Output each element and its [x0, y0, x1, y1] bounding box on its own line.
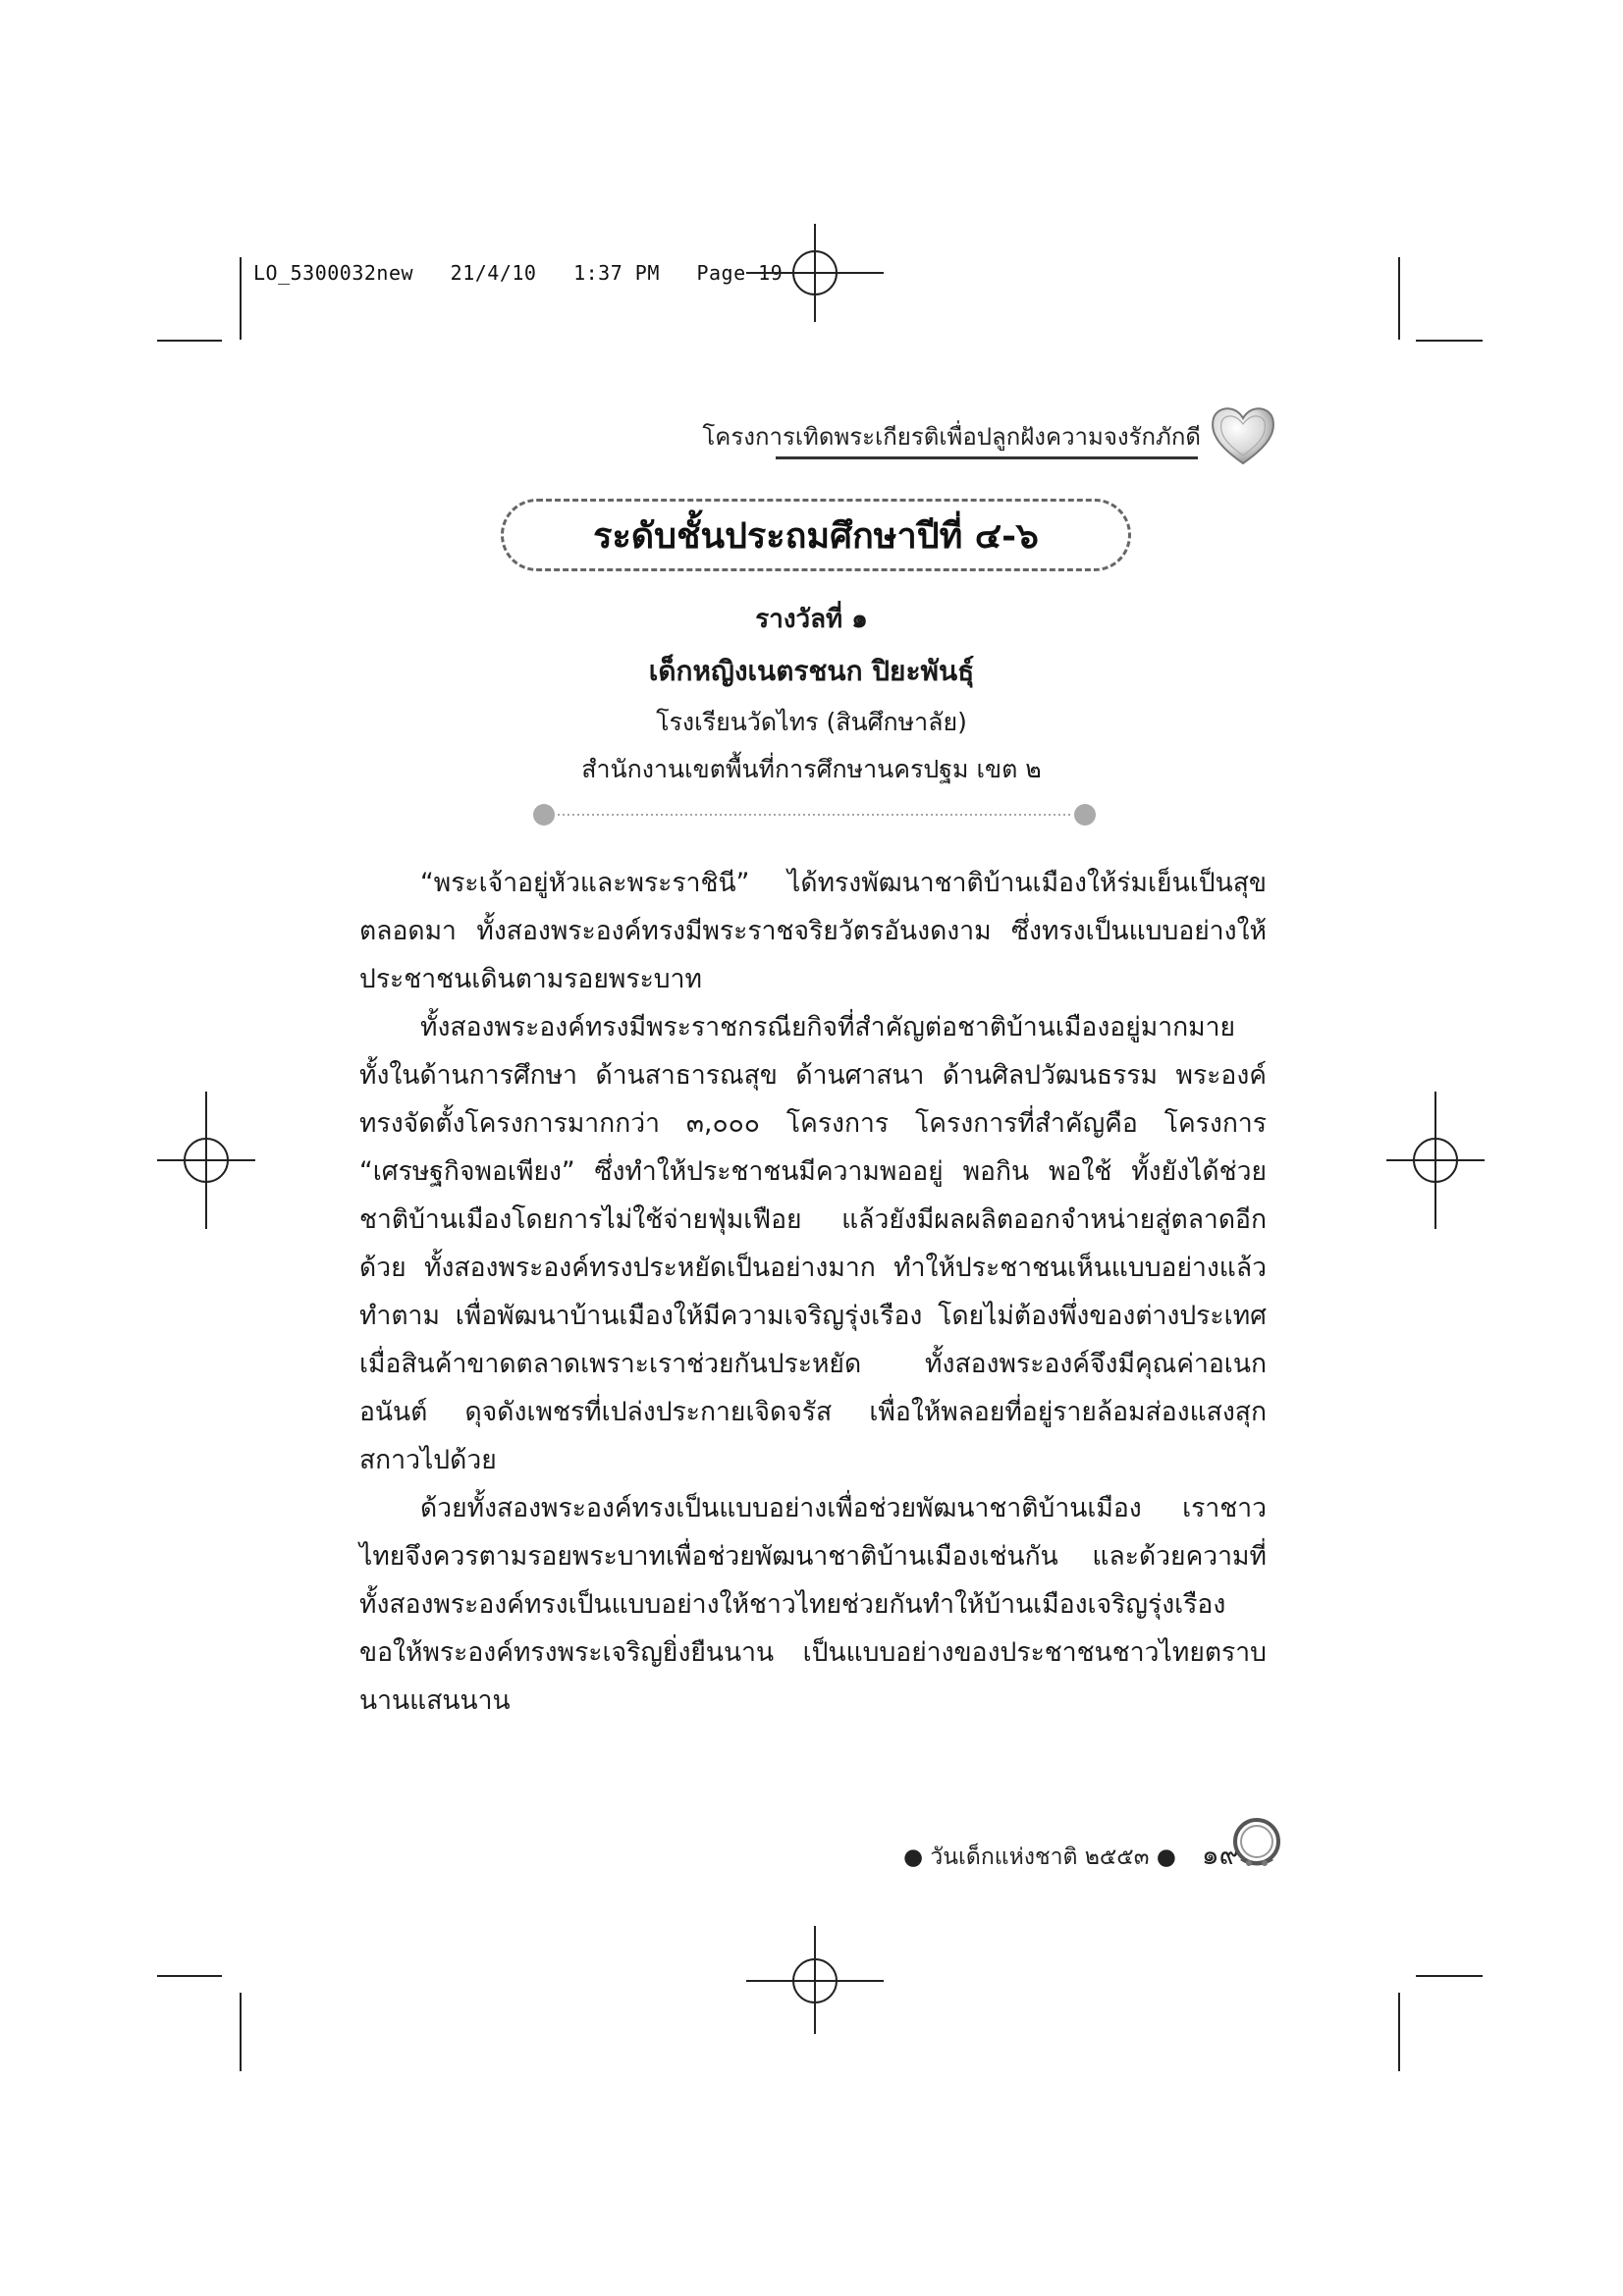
level-banner [501, 499, 1131, 571]
award-winner-name: เด็กหญิงเนตรชนก ปิยะพันธุ์ [648, 655, 975, 687]
award-school: โรงเรียนวัดไทร (สินศึกษาลัย) [656, 708, 967, 736]
page-number: ๑๙ [1201, 1839, 1240, 1871]
award-rank: รางวัลที่ ๑ [755, 605, 868, 634]
crop-mark-top-left-horizontal [157, 340, 222, 342]
running-header-rule [776, 456, 1198, 459]
page-footer [903, 1834, 1239, 1877]
registration-mark-right [1386, 1092, 1485, 1229]
registration-mark-top [746, 224, 884, 322]
printer-slug: LO_5300032new 21/4/10 1:37 PM Page 19 [253, 261, 784, 285]
level-banner-text: ระดับชั้นประถมศึกษาปีที่ ๔-๖ [593, 514, 1039, 557]
essay-paragraph-3: ด้วยทั้งสองพระองค์ทรงเป็นแบบอย่างเพื่อช่วยพัฒนาชาติบ้านเมือง เราชาวไทยจึงควรตามรอยพระบาทเพื่อช่วยพัฒนาชาติบ้านเมืองเช่นกัน และด้วยความที่ทั้งสองพระองค์ทรงเป็นแบบอย่างให้ชาวไทยช่วยกันทำให้บ้านเมืองเจริญรุ่งเรือง ขอให้พระองค์ทรงพระเจริญยิ่งยืนนาน เป็นแบบอย่างของประชาชนชาวไทยตราบนานแสนนาน [359, 1493, 1267, 1716]
dotted-divider [532, 803, 1097, 827]
essay-paragraph-2: ทั้งสองพระองค์ทรงมีพระราชกรณียกิจที่สำคัญต่อชาติบ้านเมืองอยู่มากมาย ทั้งในด้านการศึกษา ด้านสาธารณสุข ด้านศาสนา ด้านศิลปวัฒนธรรม พระองค์ทรงจัดตั้งโครงการมากกว่า ๓,๐๐๐ โครงการ โครงการที่สำคัญคือ โครงการ “เศรษฐกิจพอเพียง” ซึ่งทำให้ประชาชนมีความพออยู่ พอกิน พอใช้ ทั้งยังได้ช่วยชาติบ้านเมืองโดยการไม่ใช้จ่ายฟุ่มเฟือย แล้วยังมีผลผลิตออกจำหน่ายสู่ตลาดอีกด้วย ทั้งสองพระองค์ทรงประหยัดเป็นอย่างมาก ทำให้ประชาชนเห็นแบบอย่างแล้วทำตาม เพื่อพัฒนาบ้านเมืองให้มีความเจริญรุ่งเรือง โดยไม่ต้องพึ่งของต่างประเทศเมื่อสินค้าขาดตลาดเพราะเราช่วยกันประหยัด ทั้งสองพระองค์จึงมีคุณค่าอเนกอนันต์ ดุจดังเพชรที่เปล่งประกายเจิดจรัส เพื่อให้พลอยที่อยู่รายล้อมส่องแสงสุกสกาวไปด้วย [359, 1012, 1267, 1475]
footer-text: ● วันเด็กแห่งชาติ ๒๕๕๓ ● [903, 1844, 1176, 1870]
running-header: โครงการเทิดพระเกียรติเพื่อปลูกฝังความจงรักภักดี [702, 423, 1201, 451]
crop-mark-top-right-horizontal [1416, 340, 1483, 342]
essay-body [359, 859, 1267, 1725]
award-education-area: สำนักงานเขตพื้นที่การศึกษานครปฐม เขต ๒ [581, 755, 1042, 783]
crop-mark-bottom-right-horizontal [1416, 1975, 1483, 1977]
crop-mark-bottom-left-vertical [240, 1993, 242, 2071]
registration-mark-left [157, 1092, 255, 1229]
registration-mark-bottom [746, 1926, 884, 2034]
crop-mark-top-left-vertical [240, 257, 242, 340]
crop-mark-bottom-right-vertical [1398, 1993, 1400, 2071]
wreath-icon [1227, 1814, 1286, 1873]
crop-mark-top-right-vertical [1398, 257, 1400, 340]
heart-icon [1208, 402, 1278, 467]
crop-mark-bottom-left-horizontal [157, 1975, 222, 1977]
essay-paragraph-1: “พระเจ้าอยู่หัวและพระราชินี” ได้ทรงพัฒนาชาติบ้านเมืองให้ร่มเย็นเป็นสุขตลอดมา ทั้งสองพระองค์ทรงมีพระราชจริยวัตรอันงดงาม ซึ่งทรงเป็นแบบอย่างให้ประชาชนเดินตามรอยพระบาท [359, 868, 1267, 994]
